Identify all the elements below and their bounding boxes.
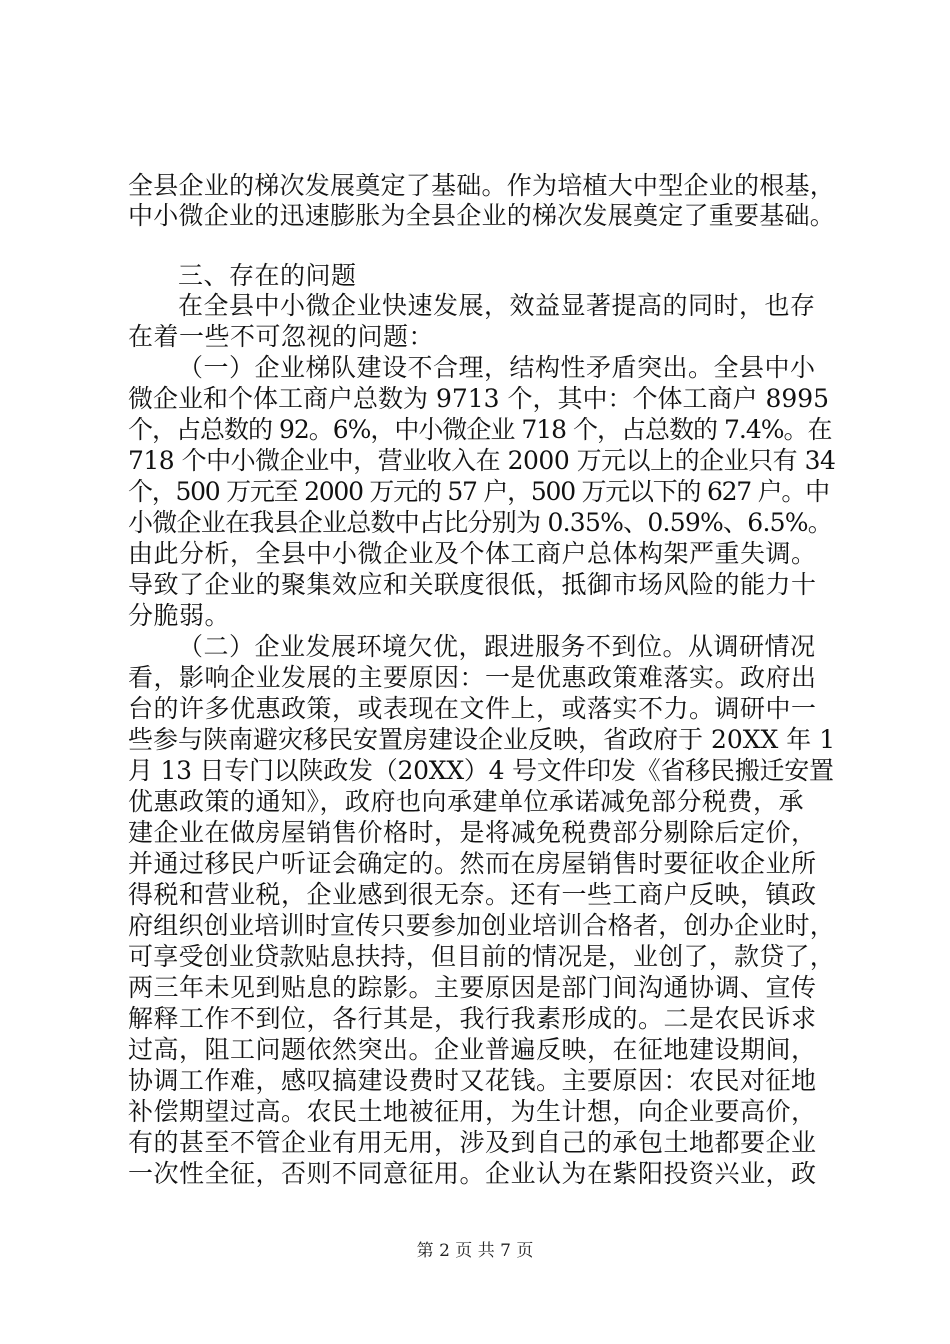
text-line: 在着一些不可忽视的问题：	[128, 322, 435, 351]
text-line: 小微企业在我县企业总数中占比分别为 0.35%、0.59%、6.5%。	[128, 508, 833, 537]
text-line: 并通过移民户听证会确定的。然而在房屋销售时要征收企业所	[128, 849, 817, 878]
text-line: 两三年未见到贴息的踪影。主要原因是部门间沟通协调、宣传	[128, 973, 817, 1002]
text-line: 718 个中小微企业中，营业收入在 2000 万元以上的企业只有 34	[128, 446, 836, 475]
text-line: 有的甚至不管企业有用无用，涉及到自己的承包土地都要企业	[128, 1128, 817, 1157]
text-line: 建企业在做房屋销售价格时，是将减免税费部分剔除后定价，	[128, 818, 817, 847]
text-line: 全县企业的梯次发展奠定了基础。作为培植大中型企业的根基，	[128, 171, 836, 200]
text-line: （二）企业发展环境欠优，跟进服务不到位。从调研情况	[178, 632, 816, 661]
page-number-footer: 第 2 页 共 7 页	[416, 1241, 534, 1261]
text-line: 补偿期望过高。农民土地被征用，为生计想，向企业要高价，	[128, 1097, 817, 1126]
text-line: 由此分析，全县中小微企业及个体工商户总体构架严重失调。	[128, 539, 817, 568]
text-line: 优惠政策的通知》，政府也向承建单位承诺减免部分税费，承	[128, 787, 805, 816]
text-line: 微企业和个体工商户总数为 9713 个，其中：个体工商户 8995	[128, 384, 830, 413]
text-line: 府组织创业培训时宣传只要参加创业培训合格者，创办企业时，	[128, 911, 836, 940]
text-line: 中小微企业的迅速膨胀为全县企业的梯次发展奠定了重要基础。	[128, 201, 836, 230]
text-line: 分脆弱。	[128, 601, 231, 630]
text-line: 月 13 日专门以陕政发（20XX）4 号文件印发《省移民搬迁安置	[128, 756, 834, 785]
text-line: 导致了企业的聚集效应和关联度很低，抵御市场风险的能力十	[128, 570, 817, 599]
text-line: （一）企业梯队建设不合理，结构性矛盾突出。全县中小	[178, 353, 816, 382]
text-line: 个，500 万元至 2000 万元的 57 户，500 万元以下的 627 户。中	[128, 477, 829, 506]
text-line: 些参与陕南避灾移民安置房建设企业反映，省政府于 20XX 年 1	[128, 725, 836, 754]
text-line: 解释工作不到位，各行其是，我行我素形成的。二是农民诉求	[128, 1004, 817, 1033]
section-heading: 三、存在的问题	[178, 261, 357, 290]
text-line: 过高，阻工问题依然突出。企业普遍反映，在征地建设期间，	[128, 1035, 817, 1064]
text-line: 可享受创业贷款贴息扶持，但目前的情况是，业创了，款贷了，	[128, 942, 836, 971]
text-line: 一次性全征，否则不同意征用。企业认为在紫阳投资兴业，政	[128, 1159, 817, 1188]
text-line: 协调工作难，感叹搞建设费时又花钱。主要原因：农民对征地	[128, 1066, 817, 1095]
text-line: 个，占总数的 92。6%，中小微企业 718 个，占总数的 7.4%。在	[128, 415, 832, 444]
text-line: 看，影响企业发展的主要原因：一是优惠政策难落实。政府出	[128, 663, 817, 692]
text-line: 得税和营业税，企业感到很无奈。还有一些工商户反映，镇政	[128, 880, 817, 909]
text-line: 在全县中小微企业快速发展，效益显著提高的同时，也存	[178, 291, 816, 320]
text-line: 台的许多优惠政策，或表现在文件上，或落实不力。调研中一	[128, 694, 817, 723]
